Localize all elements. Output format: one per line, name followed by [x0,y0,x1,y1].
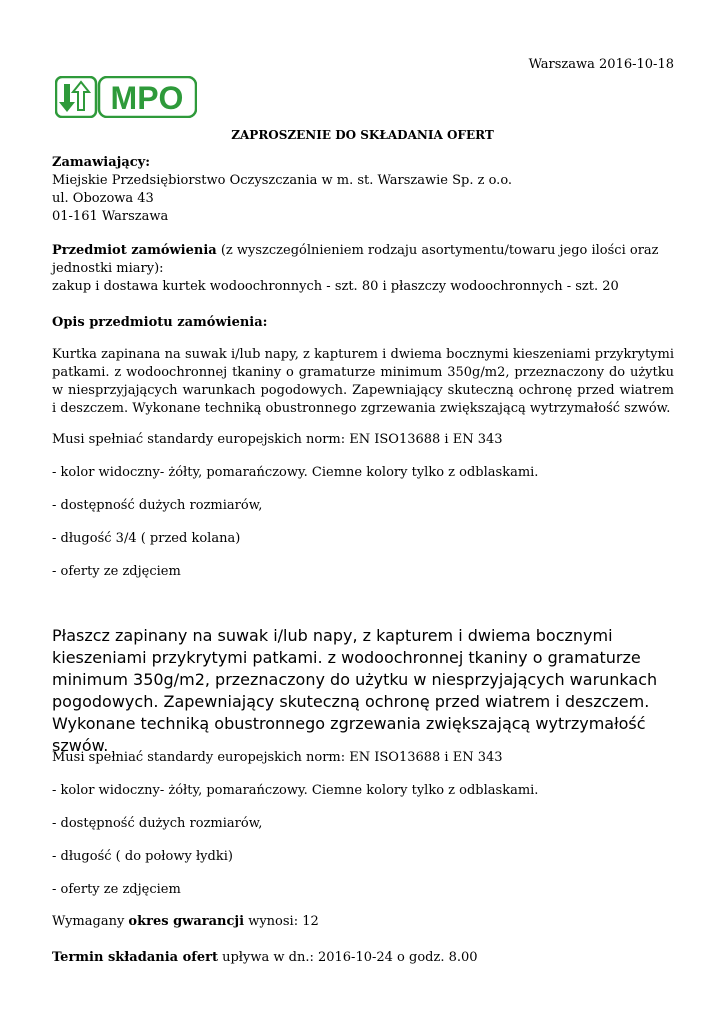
coat-length: - długość ( do połowy łydki) [52,849,233,864]
coat-description: Płaszcz zapinany na suwak i/lub napy, z kapturem i dwiema bocznymi kieszeniami przykrytymi patkami. z wodoochronnej tkaniny o gramaturze minimum 350g/m2, przeznaczony do użytku w niesprzyjających warunkach pogodowych. Zapewniający skuteczną ochronę przed wiatrem i deszczem. Wykonane techniką obustronnego zgrzewania zwiększającą wytrzymałość szwów. [52,626,658,755]
deadline-line [52,949,674,967]
coat-standards: Musi spełniać standardy europejskich norm: EN ISO13688 i EN 343 [52,750,503,765]
ordering-party-section [52,154,674,226]
warranty-label: okres gwarancji [128,914,245,929]
ordering-party-street: ul. Obozowa 43 [52,191,154,206]
description-label-block [52,314,674,332]
ordering-party-city: 01-161 Warszawa [52,209,169,224]
description-label: Opis przedmiotu zamówienia: [52,315,268,330]
jacket-photos: - oferty ze zdjęciem [52,564,181,579]
jacket-sizes: - dostępność dużych rozmiarów, [52,498,263,513]
warranty-prefix: Wymagany [52,914,129,929]
coat-color: - kolor widoczny- żółty, pomarańczowy. Ciemne kolory tylko z odblaskami. [52,783,539,798]
subject-text: zakup i dostawa kurtek wodoochronnych - szt. 80 i płaszczy wodoochronnych - szt. 20 [52,279,619,294]
subject-section [52,242,674,296]
ordering-party-label: Zamawiający: [52,155,151,170]
warranty-value: wynosi: 12 [244,914,319,929]
page-date: Warszawa 2016-10-18 [528,57,674,72]
jacket-color: - kolor widoczny- żółty, pomarańczowy. Ciemne kolory tylko z odblaskami. [52,465,539,480]
coat-sizes: - dostępność dużych rozmiarów, [52,816,263,831]
subject-label: Przedmiot zamówienia [52,243,217,258]
ordering-party-name: Miejskie Przedsiębiorstwo Oczyszczania w m. st. Warszawie Sp. z o.o. [52,173,513,188]
deadline-label: Termin składania ofert [52,950,218,965]
coat-photos: - oferty ze zdjęciem [52,882,181,897]
subject-note: (z wyszczególnieniem rodzaju asortymentu/towaru jego ilości oraz jednostki miary): [52,243,659,276]
jacket-standards: Musi spełniać standardy europejskich norm: EN ISO13688 i EN 343 [52,432,503,447]
jacket-description [52,346,674,418]
mpo-logo [55,76,197,118]
jacket-text: Kurtka zapinana na suwak i/lub napy, z kapturem i dwiema bocznymi kieszeniami przykrytymi patkami. z wodoochronnej tkaniny o gramaturze minimum 350g/m2, przeznaczony do użytku w niesprzyjających warunkach pogodowych. Zapewniający skuteczną ochronę przed wiatrem i deszczem. Wykonane techniką obustronnego zgrzewania zwiększającą wytrzymałość szwów. [52,347,674,416]
deadline-value: upływa w dn.: 2016-10-24 o godz. 8.00 [217,950,478,965]
jacket-length: - długość 3/4 ( przed kolana) [52,531,241,546]
document-title: ZAPROSZENIE DO SKŁADANIA OFERT [231,128,494,142]
warranty-line [52,913,674,931]
logo-text: MPO [110,80,184,116]
